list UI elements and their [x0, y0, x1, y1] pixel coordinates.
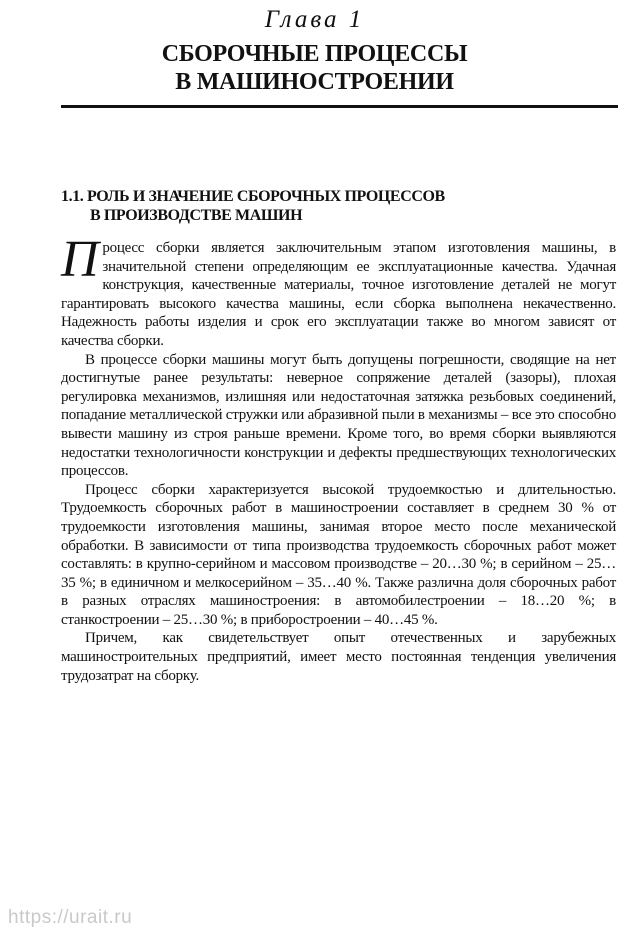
drop-cap: П [61, 231, 99, 288]
paragraph-1 [61, 231, 616, 351]
paragraph-3: Процесс сборки характеризуется высокой трудоемкостью и длительностью. Трудоемкость сборочных работ в машиностроении составляет в среднем 30 % от трудоемкости изготовления машины, занимая второе место после механической обработки. В зависимости от типа производства трудоемкость сборочных работ может составлять: в крупно-серийном и массовом производстве – 20…30 %; в серийном – 25…35 %; в единичном и мелкосерийном – 35…40 %. Также различна доля сборочных работ в разных отраслях машиностроения: в автомобилестроении – 18…20 %; в станкостроении – 25…30 %; в приборостроении – 40…45 %. [61, 481, 616, 628]
header-divider [61, 105, 618, 108]
paragraph-2: В процессе сборки машины могут быть допущены погрешности, сводящие на нет достигнутые ранее результаты: неверное сопряжение деталей (зазоры), плохая регулировка механизмов, излишняя или недостаточная затяжка резьбовых соединений, попадание металлической стружки или абразивной пыли в механизмы – все это способно вывести машину из строя раньше времени. Кроме того, во время сборки выявляются недостатки технологичности конструкции и дефекты предшествующих технологических процессов. [61, 351, 616, 480]
chapter-title [0, 40, 629, 96]
section-heading-line-1: 1.1. РОЛЬ И ЗНАЧЕНИЕ СБОРОЧНЫХ ПРОЦЕССОВ [61, 188, 445, 205]
chapter-title-line-1: СБОРОЧНЫЕ ПРОЦЕССЫ [161, 41, 468, 67]
chapter-title-line-2: В МАШИНОСТРОЕНИИ [175, 69, 454, 95]
paragraph-1-text: роцесс сборки является заключительным этапом изготовления машины, в значительной степени определяющим ее эксплуатационные качества. Удачная конструкция, качественные материалы, точное изготовление деталей не могут гарантировать высокого качества машины, если сборка выполнена некачественно. Надежность работы изделия и срок его эксплуатации также во многом зависят от качества сборки. [61, 240, 616, 349]
section-heading [61, 187, 618, 225]
chapter-label: Глава 1 [264, 6, 365, 33]
body-text [61, 231, 616, 685]
section-heading-line-2: В ПРОИЗВОДСТВЕ МАШИН [90, 207, 303, 224]
paragraph-4: Причем, как свидетельствует опыт отечественных и зарубежных машиностроительных предприятий, имеет место постоянная тенденция увеличения трудозатрат на сборку. [61, 630, 616, 684]
watermark-link[interactable]: https://urait.ru [8, 907, 133, 928]
